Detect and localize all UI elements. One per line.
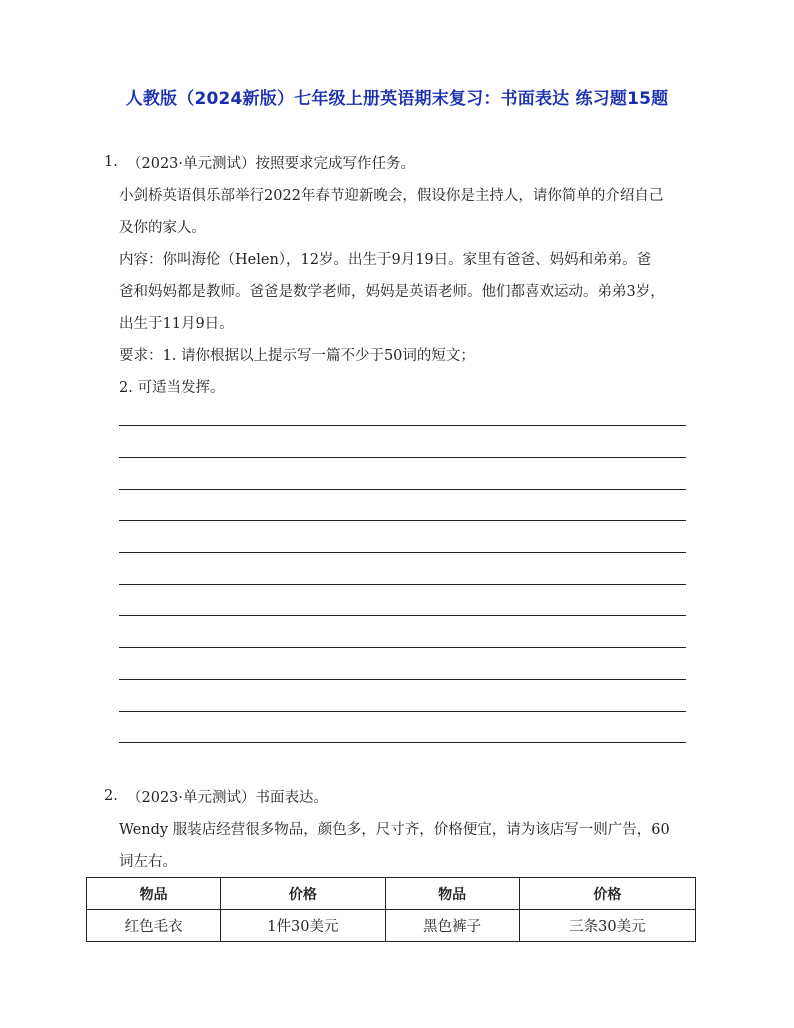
answer-line bbox=[119, 425, 686, 426]
answer-line bbox=[119, 711, 686, 712]
price-table bbox=[86, 877, 696, 942]
answer-line bbox=[119, 552, 686, 553]
question-source: （2023·单元测试）按照要求完成写作任务。 bbox=[127, 156, 416, 172]
answer-line bbox=[119, 489, 686, 490]
table-cell: 黑色裤子 bbox=[385, 910, 519, 942]
table-cell: 红色毛衣 bbox=[87, 910, 221, 942]
table-row bbox=[87, 910, 696, 942]
question-text-line: 词左右。 bbox=[119, 854, 177, 870]
question-requirement: 2. 可适当发挥。 bbox=[119, 380, 225, 396]
question-source: （2023·单元测试）书面表达。 bbox=[127, 790, 329, 806]
answer-line bbox=[119, 647, 686, 648]
table-header: 物品 bbox=[385, 878, 519, 910]
answer-line bbox=[119, 457, 686, 458]
answer-line bbox=[119, 679, 686, 680]
question-text-line: Wendy 服装店经营很多物品，颜色多，尺寸齐，价格便宜，请为该店写一则广告，60 bbox=[119, 822, 670, 838]
question-text-line: 爸和妈妈都是教师。爸爸是数学老师，妈妈是英语老师。他们都喜欢运动。弟弟3岁， bbox=[119, 284, 665, 300]
answer-line bbox=[119, 742, 686, 743]
table-header: 物品 bbox=[87, 878, 221, 910]
page-title: 人教版（2024新版）七年级上册英语期末复习：书面表达 练习题15题 bbox=[125, 89, 669, 109]
table-header: 价格 bbox=[221, 878, 385, 910]
answer-line bbox=[119, 584, 686, 585]
question-text-line: 小剑桥英语俱乐部举行2022年春节迎新晚会，假设你是主持人，请你简单的介绍自己 bbox=[119, 188, 664, 204]
table-header: 价格 bbox=[519, 878, 695, 910]
table-cell: 三条30美元 bbox=[519, 910, 695, 942]
question-requirement: 要求：1. 请你根据以上提示写一篇不少于50词的短文； bbox=[119, 348, 475, 364]
answer-line bbox=[119, 615, 686, 616]
question-number: 2. bbox=[104, 788, 118, 804]
question-text-line: 内容：你叫海伦（Helen），12岁。出生于9月19日。家里有爸爸、妈妈和弟弟。爸 bbox=[119, 252, 652, 268]
question-number: 1. bbox=[104, 154, 118, 170]
question-text-line: 及你的家人。 bbox=[119, 220, 206, 236]
table-header-row bbox=[87, 878, 696, 910]
question-text-line: 出生于11月9日。 bbox=[119, 316, 234, 332]
table-cell: 1件30美元 bbox=[221, 910, 385, 942]
answer-line bbox=[119, 520, 686, 521]
